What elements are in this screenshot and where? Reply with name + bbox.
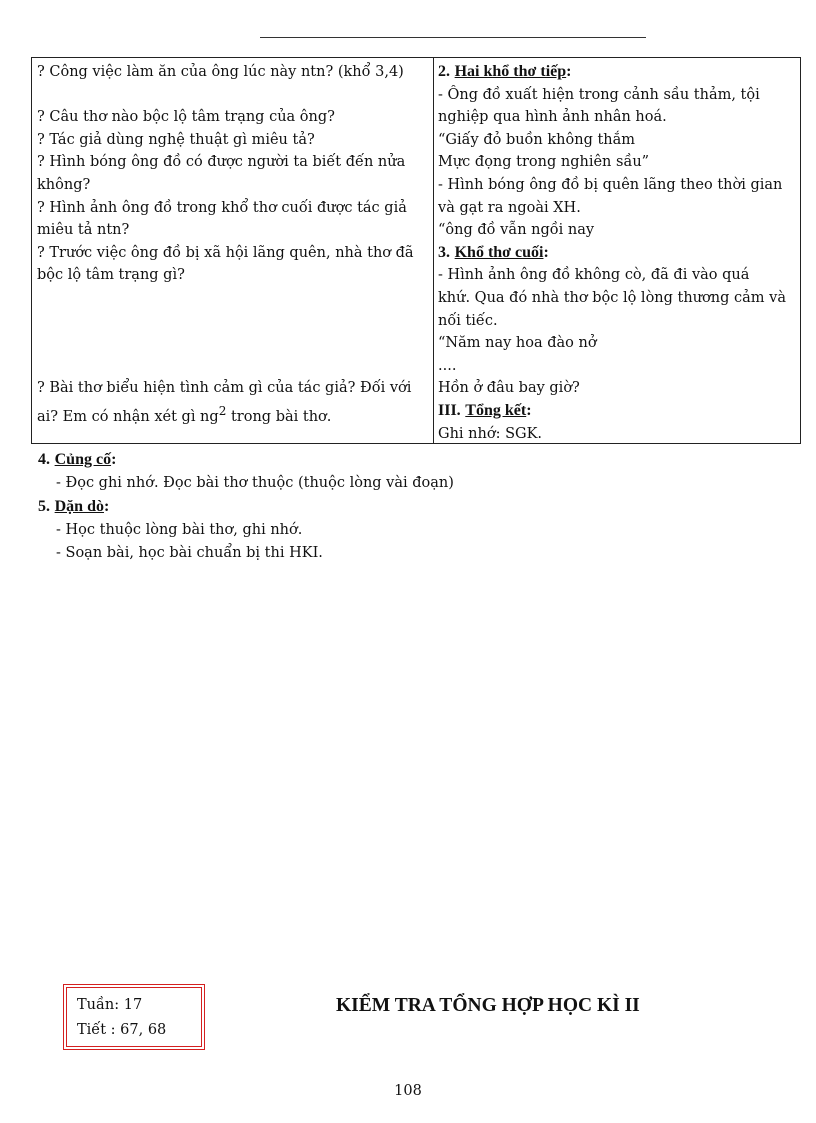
- question-text: ? Trước việc ông đồ bị xã hội lãng quên, nhà thơ đã: [37, 244, 414, 261]
- answer-text: - Hình ảnh ông đồ không cò, đã đi vào quá: [438, 267, 750, 284]
- question-text: ? Hình bóng ông đồ có được người ta biết đến nửa: [37, 154, 406, 171]
- questions-column: [32, 58, 434, 443]
- question-text: ? Bài thơ biểu hiện tình cảm gì của tác giả? Đối với: [37, 379, 412, 396]
- question-text: ? Hình ảnh ông đồ trong khổ thơ cuối được tác giả: [37, 199, 407, 216]
- question-text: ? Câu thơ nào bộc lộ tâm trạng của ông?: [37, 109, 335, 126]
- question-text: ai? Em có nhận xét gì $ng^2$ trong bài thơ.: [37, 403, 332, 425]
- question-text: không?: [37, 176, 91, 193]
- section-5-heading: 5. Dặn dò:: [38, 498, 110, 515]
- quote-text: Mực đọng trong nghiên sầu”: [438, 154, 650, 171]
- answer-text: Ghi nhớ: SGK.: [438, 425, 543, 442]
- section-heading: 2. Hai khổ thơ tiếp:: [438, 63, 572, 80]
- superscript: 2: [218, 403, 227, 418]
- answer-text: và gạt ra ngoài XH.: [438, 199, 581, 216]
- lesson-info-box: [63, 984, 205, 1050]
- list-item: - Học thuộc lòng bài thơ, ghi nhớ.: [56, 522, 303, 538]
- page-number: 108: [394, 1083, 422, 1099]
- homework-sections: [38, 448, 454, 565]
- quote-text: Hồn ở đâu bay giờ?: [438, 380, 580, 397]
- quote-text: “ông đồ vẫn ngồi nay: [438, 222, 595, 239]
- answer-text: khứ. Qua đó nhà thơ bộc lộ lòng thương cảm và: [438, 289, 786, 306]
- question-text: bộc lộ tâm trạng gì?: [37, 267, 185, 284]
- lesson-table: [31, 57, 801, 444]
- answer-text: - Ông đồ xuất hiện trong cảnh sầu thảm, tội: [438, 86, 760, 103]
- question-text: ? Công việc làm ăn của ông lúc này ntn? (khổ 3,4): [37, 64, 404, 80]
- header-rule: [260, 37, 646, 38]
- list-item: - Soạn bài, học bài chuẩn bị thi HKI.: [56, 545, 323, 561]
- question-text: miêu tả ntn?: [37, 222, 130, 239]
- answer-text: - Hình bóng ông đồ bị quên lãng theo thời gian: [438, 176, 783, 193]
- answer-text: nối tiếc.: [438, 312, 498, 329]
- quote-text: ....: [438, 357, 457, 374]
- period-label: Tiết : 67, 68: [77, 1022, 167, 1038]
- quote-text: “Năm nay hoa đào nở: [438, 335, 597, 352]
- lesson-title: KIỂM TRA TỔNG HỢP HỌC KÌ II: [336, 995, 640, 1016]
- list-item: - Đọc ghi nhớ. Đọc bài thơ thuộc (thuộc lòng vài đoạn): [56, 475, 454, 491]
- section-4-heading: 4. Củng cố:: [38, 451, 117, 468]
- quote-text: “Giấy đỏ buồn không thắm: [438, 131, 636, 148]
- week-label: Tuần: 17: [77, 997, 143, 1013]
- section-heading: III. Tổng kết:: [438, 401, 532, 419]
- answers-column: [434, 58, 800, 443]
- question-text: ? Tác giả dùng nghệ thuật gì miêu tả?: [37, 131, 315, 148]
- answer-text: nghiệp qua hình ảnh nhân hoá.: [438, 109, 667, 126]
- lesson-info-inner: [66, 987, 202, 1047]
- section-heading: 3. Khổ thơ cuối:: [438, 243, 549, 261]
